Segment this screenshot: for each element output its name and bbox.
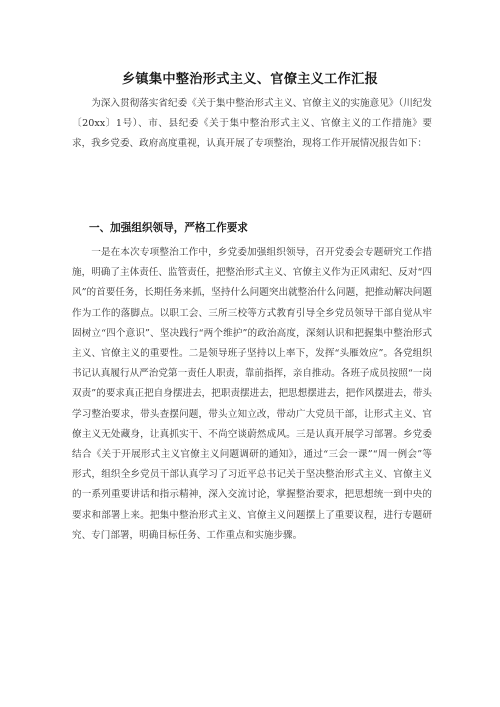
- section-heading: 一、加强组织领导，严格工作要求: [89, 222, 248, 234]
- intro-paragraph: 为深入贯彻落实省纪委《关于集中整治形式主义、官僚主义的实施意见》（川纪发〔20xx〕1号）、市、县纪委《关于集中整治形式主义、官僚主义的工作措施》要求，我乡党委、政府高度重视，认真开展了专项整治，现将工作开展情况报告如下：: [72, 98, 432, 150]
- document-title: 乡镇集中整治形式主义、官僚主义工作汇报: [121, 72, 379, 87]
- section-paragraph: 一是在本次专项整治工作中，乡党委加强组织领导，召开党委会专题研究工作措施，明确了主体责任、监管责任，把整治形式主义、官僚主义作为正风肃纪、反对“四风”的首要任务，长期任务来抓，坚持什么问题突出就整治什么问题，把推动解决问题作为工作的落脚点。以职工会、三所三校等方式教育引导全乡党员领导干部自觉从牢固树立“四个意识”、坚决践行“两个维护”的政治高度，深刻认识和把握集中整治形式主义、官僚主义的重要性。二是领导班子坚持以上率下，发挥“头雁效应”。各党组织书记认真履行从严治党第一责任人职责，靠前指挥，亲自推动。各班子成员按照“一岗双责”的要求真正把自身摆进去，把职责摆进去，把思想摆进去，把作风摆进去，带头学习整治要求，带头查摆问题，带头立知立改，带动广大党员干部，让形式主义、官僚主义无处藏身，让真抓实干、不尚空谈蔚然成风。三是认真开展学习部署。乡党委结合《关于开展形式主义官僚主义问题调研的通知》，通过“三会一课”“周一例会”等形式，组织全乡党员干部认真学习了习近平总书记关于坚决整治形式主义、官僚主义的一系列重要讲话和指示精神，深入交流讨论，掌握整治要求，把思想统一到中央的要求和部署上来。把集中整治形式主义、官僚主义问题摆上了重要议程，进行专题研究、专门部署，明确目标任务、工作重点和实施步骤。: [72, 247, 432, 541]
